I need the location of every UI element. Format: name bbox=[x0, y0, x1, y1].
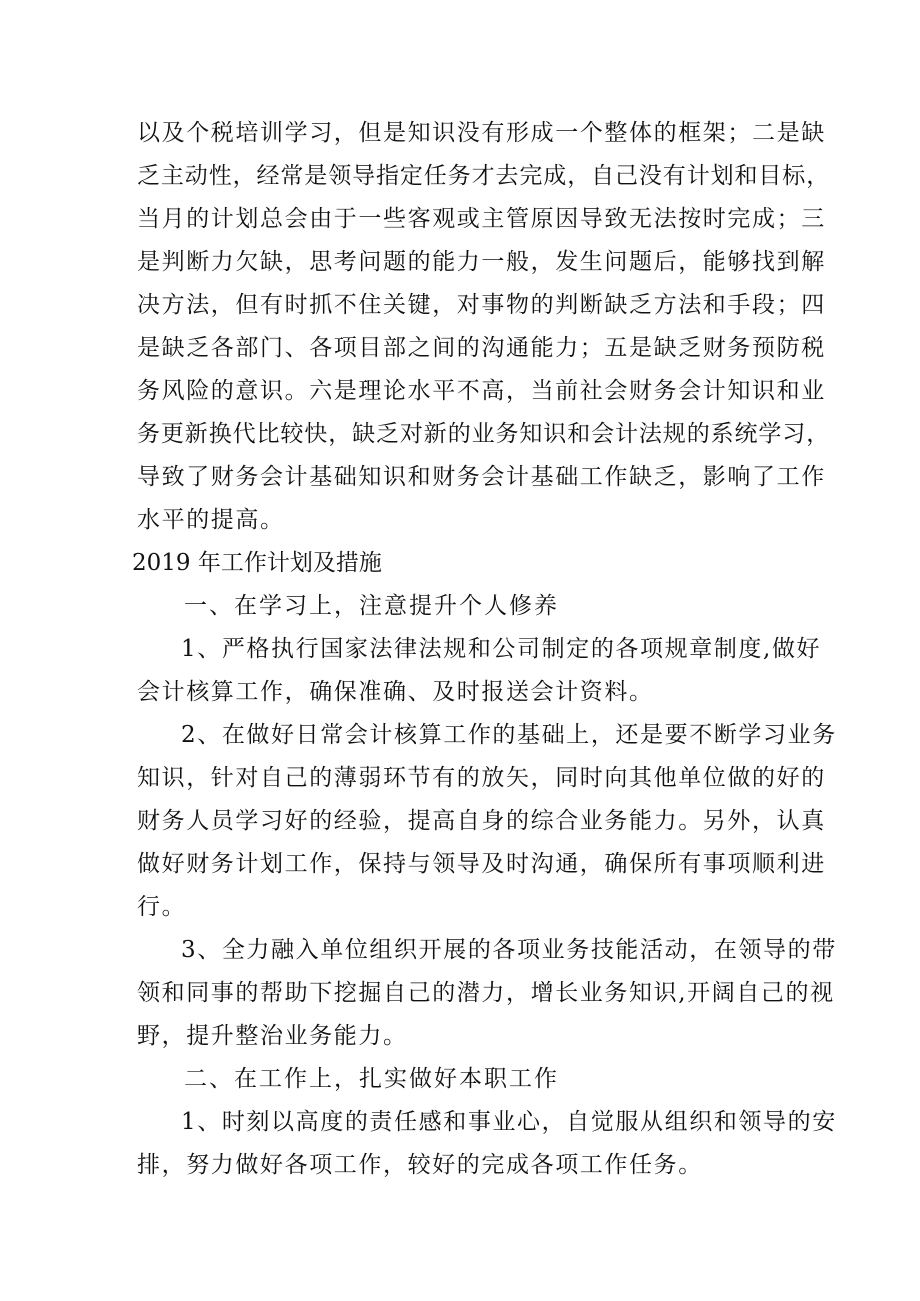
text-line: 是缺乏各部门、各项目部之间的沟通能力；五是缺乏财务预防税 bbox=[137, 335, 826, 361]
text-line: 是判断力欠缺，思考问题的能力一般，发生问题后，能够找到解 bbox=[137, 249, 826, 275]
text-line: 知识，针对自己的薄弱环节有的放矢，同时向其他单位做的好的 bbox=[137, 765, 826, 791]
text-line: 水平的提高。 bbox=[137, 507, 285, 533]
text-line: 3、全力融入单位组织开展的各项业务技能活动，在领导的带 bbox=[181, 937, 837, 963]
text-line: 1、时刻以高度的责任感和事业心，自觉服从组织和领导的安 bbox=[181, 1109, 837, 1135]
text-line: 当月的计划总会由于一些客观或主管原因导致无法按时完成；三 bbox=[137, 206, 826, 232]
text-line: 决方法，但有时抓不住关键，对事物的判断缺乏方法和手段；四 bbox=[137, 292, 826, 318]
heading-work: 二、在工作上，扎实做好本职工作 bbox=[184, 1066, 559, 1092]
heading-study: 一、在学习上，注意提升个人修养 bbox=[184, 593, 559, 619]
text-line: 做好财务计划工作，保持与领导及时沟通，确保所有事项顺利进 bbox=[137, 851, 826, 877]
text-line: 1、严格执行国家法律法规和公司制定的各项规章制度,做好 bbox=[181, 636, 822, 662]
section-title: 2019 年工作计划及措施 bbox=[132, 550, 382, 576]
text-line: 领和同事的帮助下挖掘自己的潜力，增长业务知识,开阔自己的视 bbox=[137, 980, 835, 1006]
text-line: 野，提升整治业务能力。 bbox=[137, 1023, 408, 1049]
text-line: 2、在做好日常会计核算工作的基础上，还是要不断学习业务 bbox=[181, 722, 837, 748]
text-line: 会计核算工作，确保准确、及时报送会计资料。 bbox=[137, 679, 654, 705]
text-line: 导致了财务会计基础知识和财务会计基础工作缺乏，影响了工作 bbox=[137, 464, 826, 490]
text-line: 务风险的意识。六是理论水平不高，当前社会财务会计知识和业 bbox=[137, 378, 826, 404]
text-line: 财务人员学习好的经验，提高自身的综合业务能力。另外，认真 bbox=[137, 808, 826, 834]
text-line: 以及个税培训学习，但是知识没有形成一个整体的框架；二是缺 bbox=[137, 120, 826, 146]
text-line: 行。 bbox=[137, 894, 187, 920]
text-line: 务更新换代比较快，缺乏对新的业务知识和会计法规的系统学习， bbox=[137, 421, 831, 447]
text-line: 乏主动性，经常是领导指定任务才去完成，自己没有计划和目标， bbox=[137, 163, 831, 189]
text-line: 排，努力做好各项工作，较好的完成各项工作任务。 bbox=[137, 1152, 703, 1178]
